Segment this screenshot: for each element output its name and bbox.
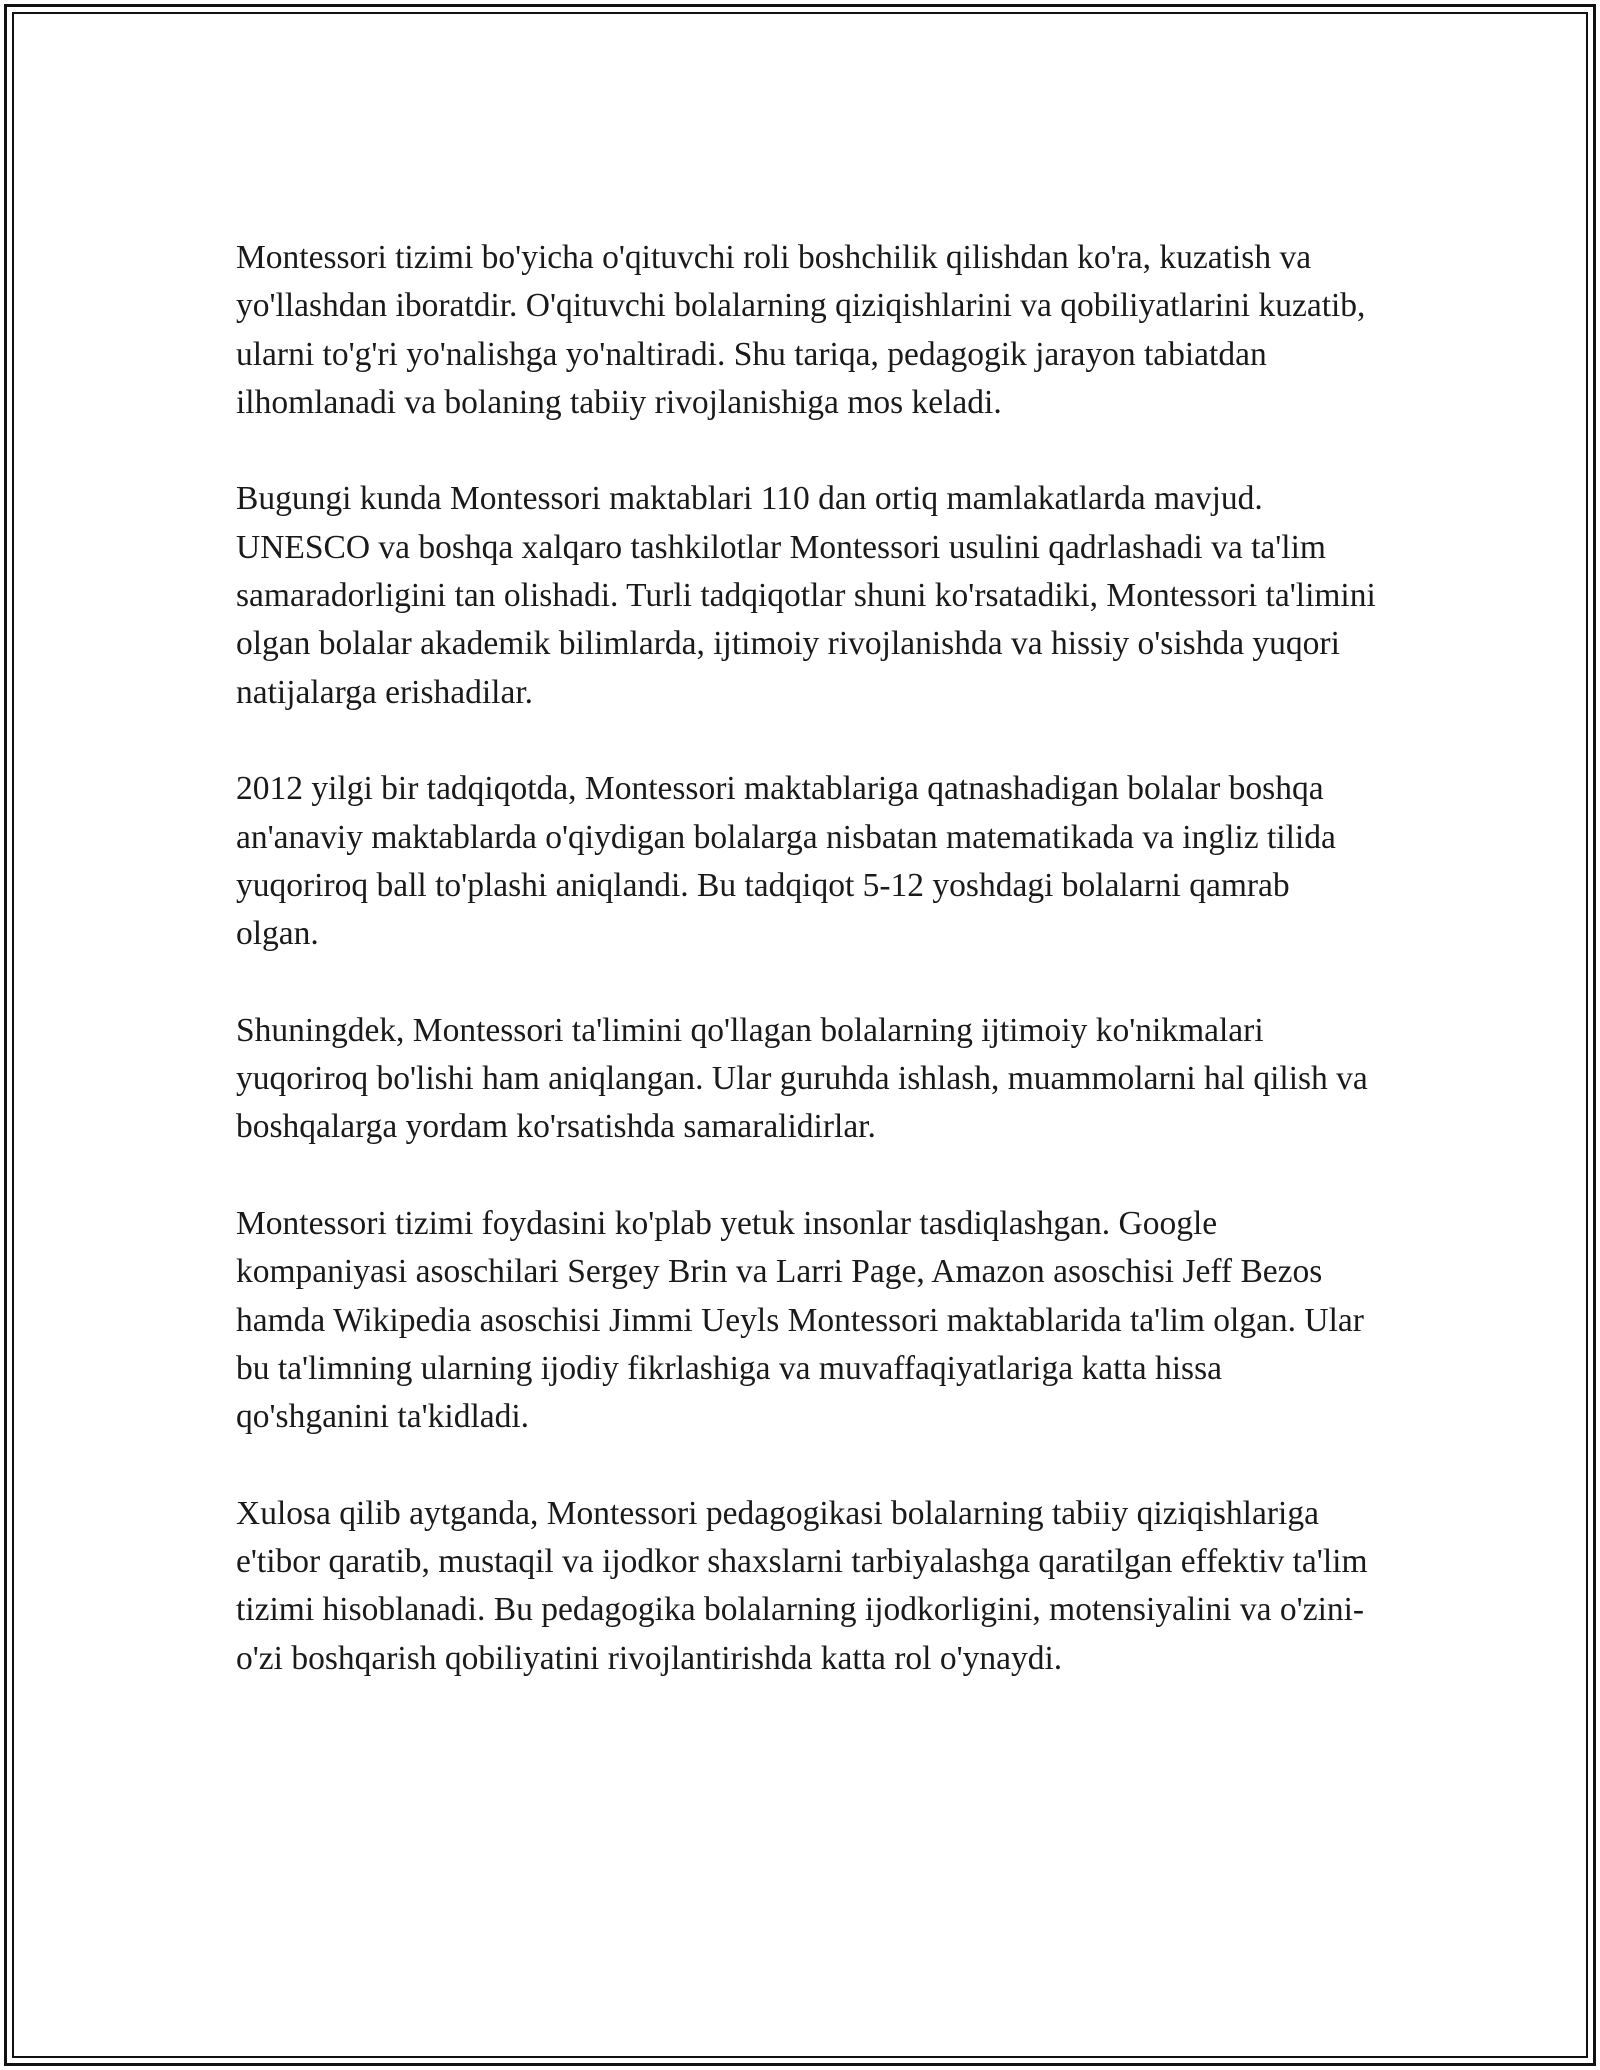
paragraph-montessori-today: Bugungi kunda Montessori maktablari 110 dan ortiq mamlakatlarda mavjud. UNESCO va boshqa xalqaro tashkilotlar Montessori usulini qadrlashadi va ta'lim samaradorligini tan olishadi. Turli tadqiqotlar shuni ko'rsatadiki, Montessori ta'limini olgan bolalar akademik bilimlarda, ijtimoiy rivojlanishda va hissiy o'sishda yuqori natijalarga erishadilar. bbox=[236, 480, 1376, 711]
paragraph-conclusion: Xulosa qilib aytganda, Montessori pedagogikasi bolalarning tabiiy qiziqishlariga e'tibor qaratib, mustaqil va ijodkor shaxslarni tarbiyalashga qaratilgan effektiv ta'lim tizimi hisoblanadi. Bu pedagogika bolalarning ijodkorligini, motensiyalini va o'zini-o'zi boshqarish qobiliyatini rivojlantirishda katta rol o'ynaydi. bbox=[236, 1494, 1368, 1677]
paragraph-social-skills: Shuningdek, Montessori ta'limini qo'llagan bolalarning ijtimoiy ko'nikmalari yuqoriroq bo'lishi ham aniqlangan. Ular guruhda ishlash, muammolarni hal qilish va boshqalarga yordam ko'rsatishda samaralidirlar. bbox=[236, 1011, 1368, 1146]
document-body bbox=[236, 234, 1376, 1683]
paragraph-2012-study: 2012 yilgi bir tadqiqotda, Montessori maktablariga qatnashadigan bolalar boshqa an'anaviy maktablarda o'qiydigan bolalarga nisbatan matematikada va ingliz tilida yuqoriroq ball to'plashi aniqlandi. Bu tadqiqot 5-12 yoshdagi bolalarni qamrab olgan. bbox=[236, 770, 1336, 953]
paragraph-teacher-role: Montessori tizimi bo'yicha o'qituvchi roli boshchilik qilishdan ko'ra, kuzatish va yo'llashdan iboratdir. O'qituvchi bolalarning qiziqishlarini va qobiliyatlarini kuzatib, ularni to'g'ri yo'nalishga yo'naltiradi. Shu tariqa, pedagogik jarayon tabiatdan ilhomlanadi va bolaning tabiiy rivojlanishiga mos keladi. bbox=[236, 239, 1366, 421]
paragraph-notable-alumni: Montessori tizimi foydasini ko'plab yetuk insonlar tasdiqlashgan. Google kompaniyasi asoschilari Sergey Brin va Larri Page, Amazon asoschisi Jeff Bezos hamda Wikipedia asoschisi Jimmi Ueyls Montessori maktablarida ta'lim olgan. Ular bu ta'limning ularning ijodiy fikrlashiga va muvaffaqiyatlariga katta hissa qo'shganini ta'kidladi. bbox=[236, 1204, 1364, 1436]
